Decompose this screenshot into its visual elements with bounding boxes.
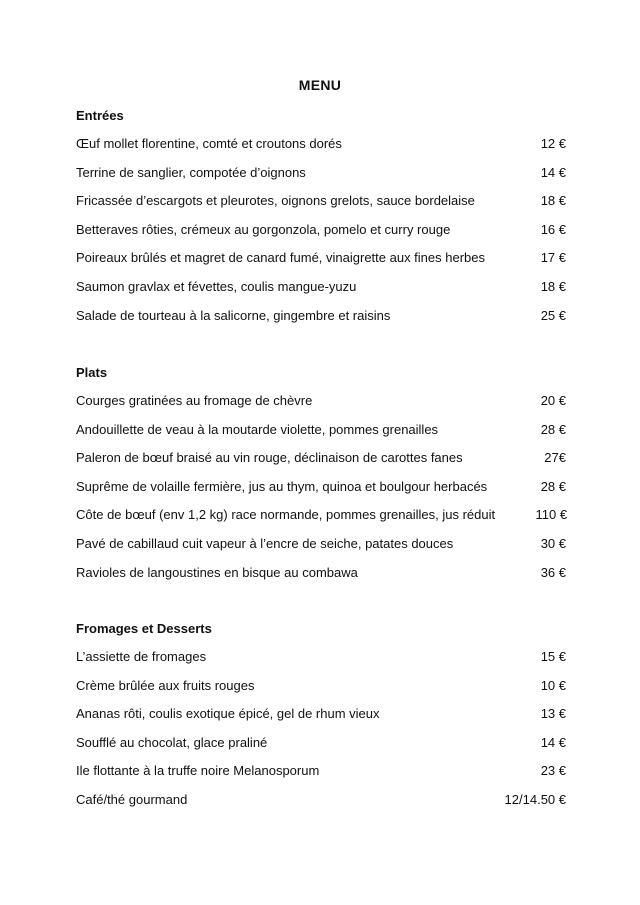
dish-price: 14 € [540,164,566,180]
section-title: Plats [76,365,108,380]
menu-item [76,249,566,278]
menu-item [76,705,566,734]
dish-name: Ananas rôti, coulis exotique épicé, gel de rhum vieux [76,706,380,722]
dish-name: Saumon gravlax et févettes, coulis mangue-yuzu [76,278,357,294]
page-title: MENU [298,77,342,93]
menu-item [76,392,566,421]
menu-item [76,564,566,593]
dish-name: Poireaux brûlés et magret de canard fumé, vinaigrette aux fines herbes [76,250,486,266]
dish-name: Pavé de cabillaud cuit vapeur à l’encre de seiche, patates douces [76,535,454,551]
dish-price: 36 € [540,564,566,580]
dish-name: Suprême de volaille fermière, jus au thym, quinoa et boulgour herbacés [76,478,488,494]
section-plats [76,364,566,592]
section-entrees [76,107,566,335]
dish-name: Ile flottante à la truffe noire Melanosporum [76,763,320,779]
dish-price: 28 € [540,478,566,494]
dish-price: 16 € [540,221,566,237]
menu-item [76,221,566,250]
dish-price: 28 € [540,421,566,437]
dish-price: 110 € [535,507,568,523]
dish-price: 14 € [540,734,566,750]
menu-item [76,648,566,677]
dish-price: 10 € [540,677,566,693]
dish-price: 15 € [540,649,566,664]
dish-name: Côte de bœuf (env 1,2 kg) race normande, pommes grenailles, jus réduit [76,507,496,523]
menu-item [76,449,566,478]
menu-item [76,164,566,193]
dish-name: Paleron de bœuf braisé au vin rouge, déclinaison de carottes fanes [76,450,463,466]
menu-item [76,135,566,164]
dish-name: Andouillette de veau à la moutarde violette, pommes grenailles [76,421,439,437]
dish-price: 12 € [540,136,566,151]
menu-item [76,307,566,336]
dish-price: 20 € [540,393,566,408]
menu-item [76,791,566,820]
dish-name: Ravioles de langoustines en bisque au combawa [76,564,358,580]
dish-name: Fricassée d’escargots et pleurotes, oignons grelots, sauce bordelaise [76,193,475,209]
menu-item [76,762,566,791]
section-fromages-desserts [76,620,566,820]
dish-name: Crème brûlée aux fruits rouges [76,677,255,693]
dish-name: Soufflé au chocolat, glace praliné [76,734,268,750]
menu-item [76,506,566,535]
dish-price: 13 € [540,706,566,722]
menu-item [76,478,566,507]
menu-item [76,677,566,706]
menu-item [76,278,566,307]
dish-price: 12/14.50 € [504,791,566,807]
dish-price: 30 € [540,535,566,551]
section-title: Entrées [76,108,124,123]
dish-name: Courges gratinées au fromage de chèvre [76,393,313,408]
dish-name: Salade de tourteau à la salicorne, gingembre et raisins [76,307,391,323]
dish-price: 18 € [540,193,566,209]
menu-item [76,192,566,221]
dish-name: L’assiette de fromages [76,649,207,664]
menu-item [76,421,566,450]
dish-name: Œuf mollet florentine, comté et croutons dorés [76,136,342,151]
dish-price: 25 € [540,307,566,323]
dish-price: 18 € [540,278,566,294]
menu-item [76,535,566,564]
dish-price: 23 € [540,763,566,779]
dish-name: Betteraves rôties, crémeux au gorgonzola, pomelo et curry rouge [76,221,451,237]
section-title: Fromages et Desserts [76,621,212,636]
dish-price: 17 € [540,250,566,266]
dish-name: Terrine de sanglier, compotée d’oignons [76,164,306,180]
dish-price: 27€ [544,450,566,466]
dish-name: Café/thé gourmand [76,791,188,807]
menu-item [76,734,566,763]
